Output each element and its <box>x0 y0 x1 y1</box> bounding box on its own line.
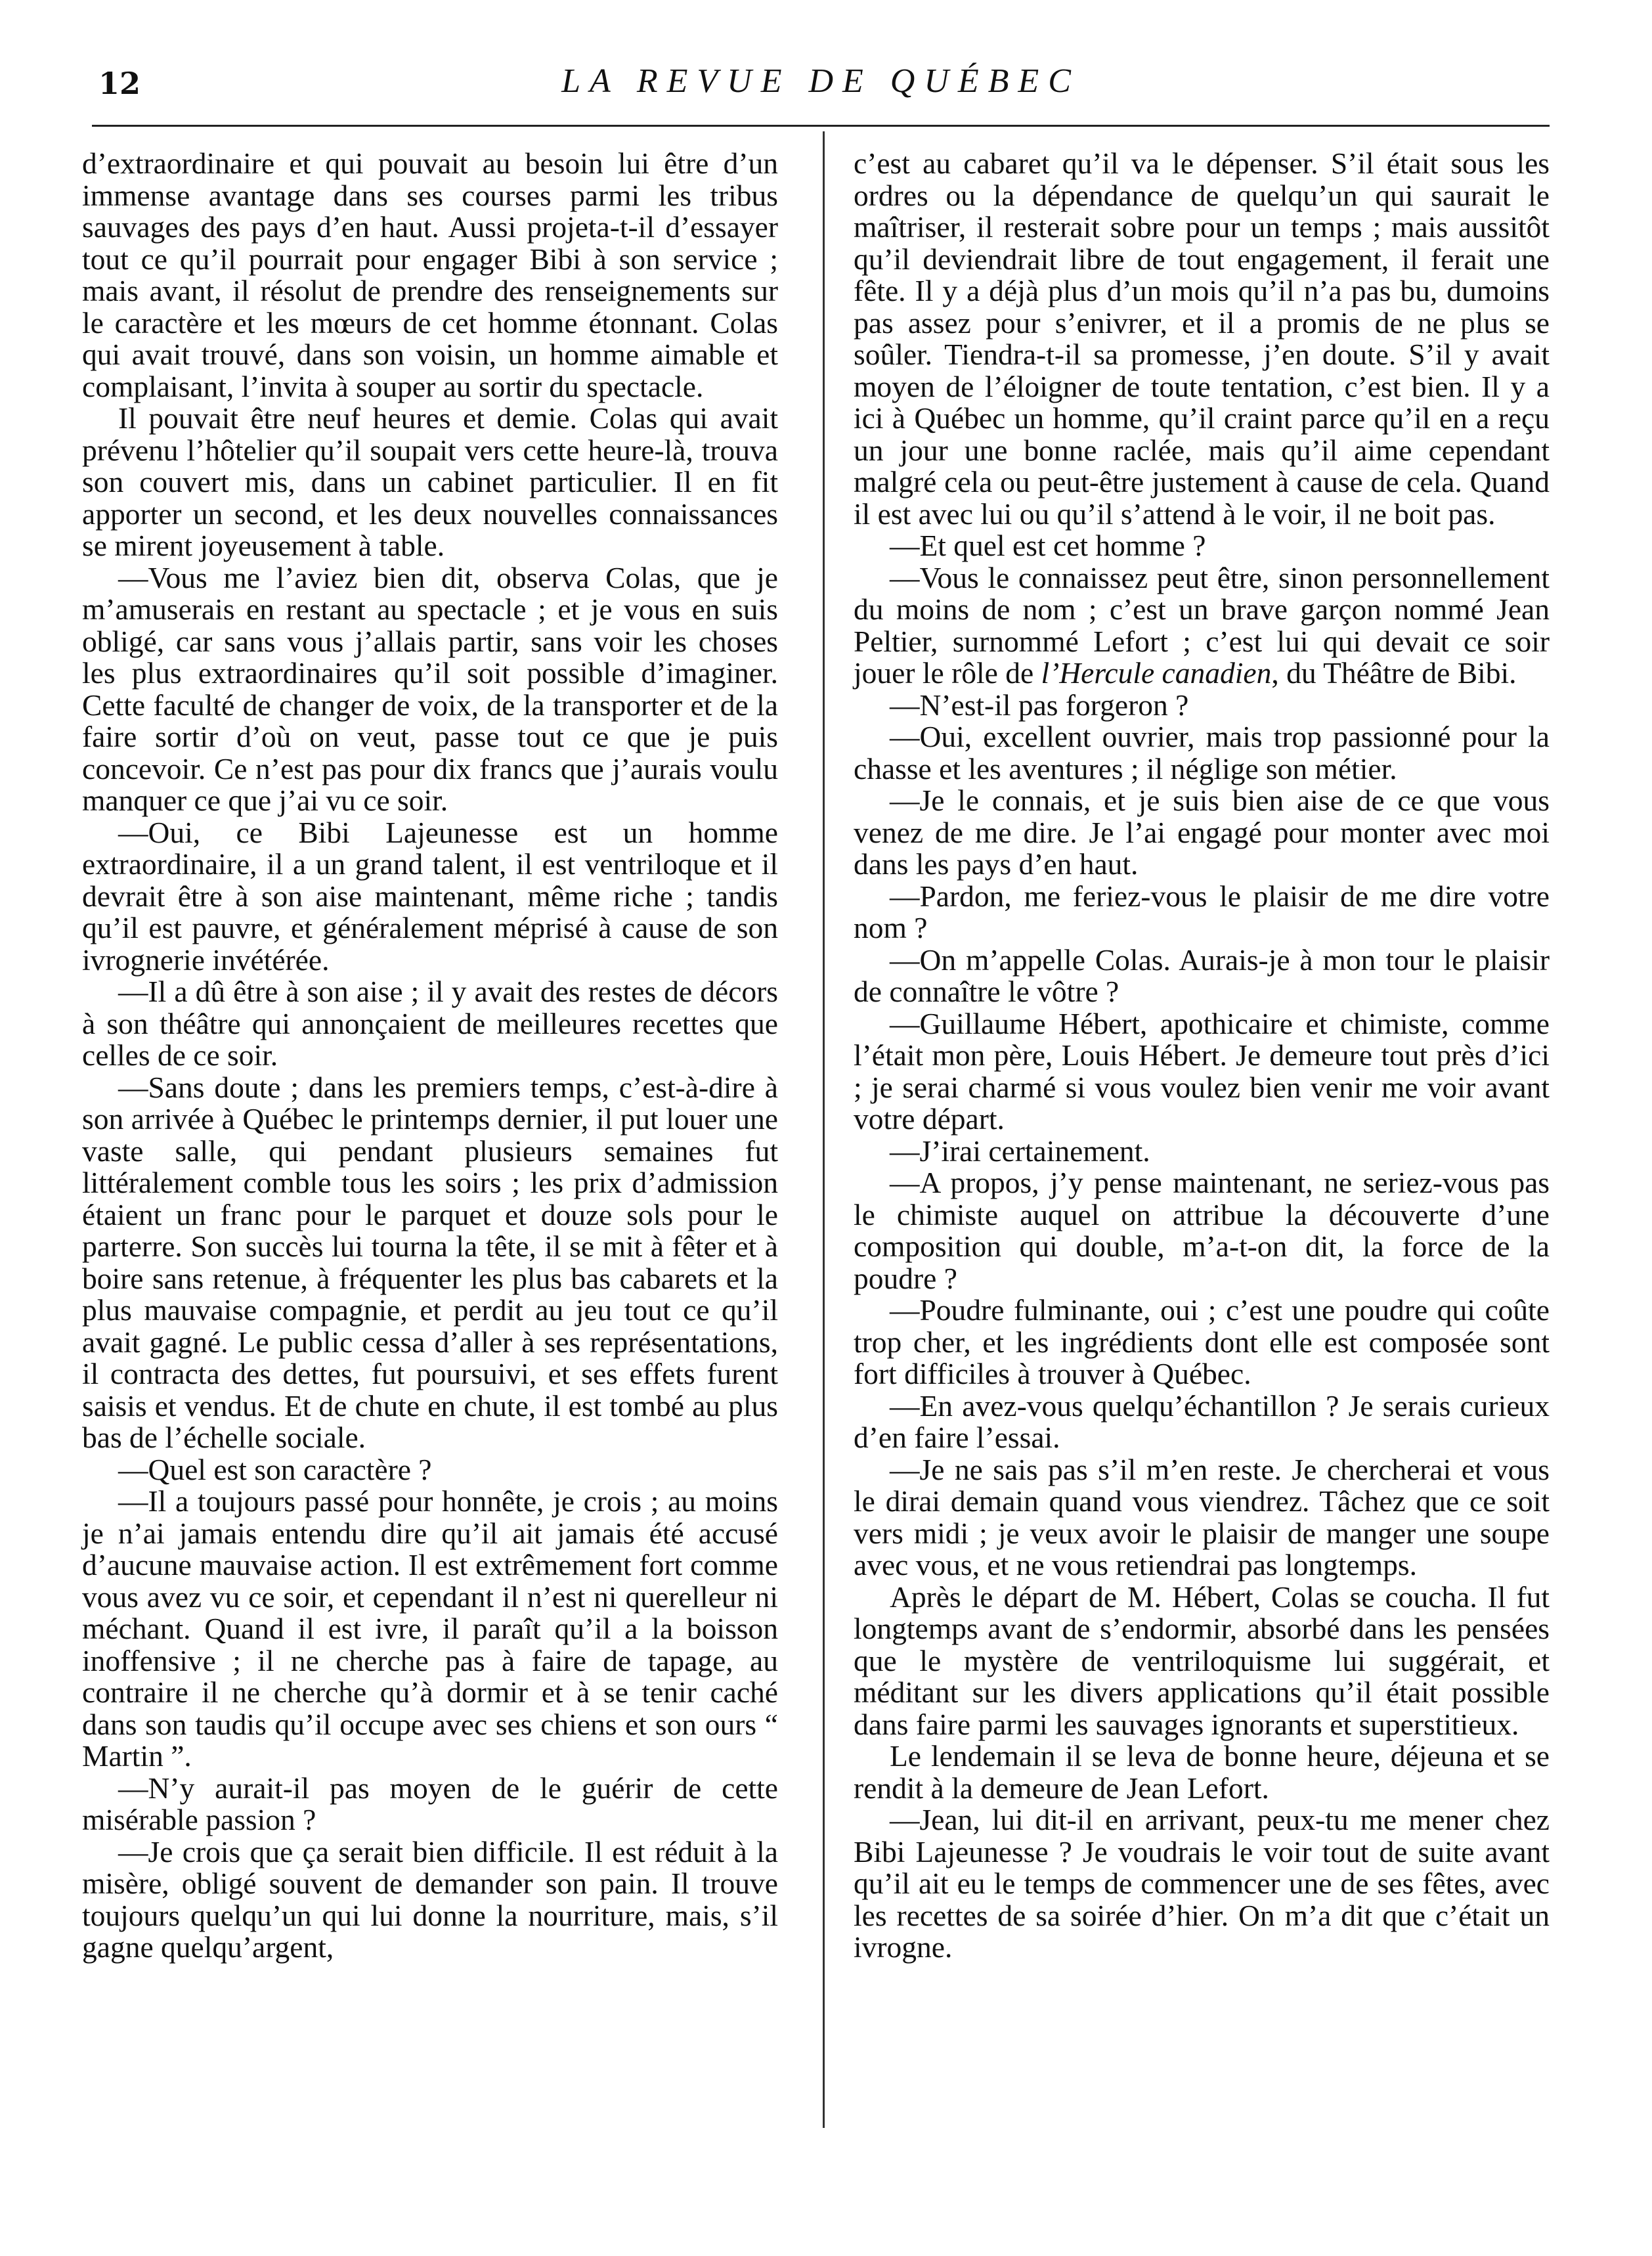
paragraph: d’extraordinaire et qui pouvait au besoin lui être d’un immense avantage dans ses courses parmi les tribus sauvages des pays d’en haut. Aussi projeta-t-il d’essayer tout ce qu’il pourrait pour engager Bibi à son service ; mais avant, il résolut de prendre des renseignements sur le caractère et les mœurs de cet homme étonnant. Colas qui avait trouvé, dans son voisin, un homme aimable et complaisant, l’invita à souper au sortir du spectacle. <box>82 146 778 403</box>
paragraph: —N’est-il pas forgeron ? <box>890 688 1189 722</box>
page-header <box>79 53 1563 112</box>
paragraph: —En avez-vous quelqu’échantillon ? Je serais curieux d’en faire l’essai. <box>854 1388 1550 1454</box>
left-column <box>82 148 778 1964</box>
paragraph: —Vous me l’aviez bien dit, observa Colas, que je m’amuserais en restant au spectacle ; et je vous en suis obligé, car sans vous j’allais partir, sans voir les choses les plus extraordinaires qu’il soit possible d’imaginer. Cette faculté de changer de voix, de la transporter et de la faire sortir d’où on veut, passe tout ce que je puis concevoir. Ce n’est pas pour dix francs que j’aurais voulu manquer ce que j’ai vu ce soir. <box>82 560 778 817</box>
paragraph: —On m’appelle Colas. Aurais-je à mon tour le plaisir de connaître le vôtre ? <box>854 942 1550 1008</box>
paragraph <box>854 562 1550 690</box>
paragraph: —Je le connais, et je suis bien aise de ce que vous venez de me dire. Je l’ai engagé pour monter avec moi dans les pays d’en haut. <box>854 784 1550 881</box>
paragraph: c’est au cabaret qu’il va le dépenser. S’il était sous les ordres ou la dépendance de quelqu’un qui saurait le maîtriser, il resterait sobre pour un temps ; mais aussitôt qu’il deviendrait libre de tout engagement, il ferait une fête. Il y a déjà plus d’un mois qu’il n’a pas bu, dumoins pas assez pour s’enivrer, et il a promis de ne plus se soûler. Tiendra-t-il sa promesse, j’en doute. S’il y avait moyen de l’éloigner de toute tentation, c’est bien. Il y a ici à Québec un homme, qu’il craint parce qu’il en a reçu un jour une bonne raclée, mais qu’il aime cependant malgré cela ou peut-être justement à cause de cela. Quand il est avec lui ou qu’il s’attend à le voir, il ne boit pas. <box>854 146 1550 531</box>
paragraph: —Oui, ce Bibi Lajeunesse est un homme extraordinaire, il a un grand talent, il est ventriloque et il devrait être à son aise maintenant, même riche ; tandis qu’il est pauvre, et généralement méprisé à cause de son ivrognerie invétérée. <box>82 815 778 977</box>
paragraph: Le lendemain il se leva de bonne heure, déjeuna et se rendit à la demeure de Jean Lefort. <box>854 1739 1550 1805</box>
column-divider <box>823 131 825 2128</box>
paragraph: Il pouvait être neuf heures et demie. Colas qui avait prévenu l’hôtelier qu’il soupait vers cette heure-là, trouva son couvert mis, dans un cabinet particulier. Il en fit apporter un second, et les deux nouvelles connaissances se mirent joyeusement à table. <box>82 401 778 562</box>
paragraph: —Quel est son caractère ? <box>118 1452 432 1486</box>
paragraph: —Je crois que ça serait bien difficile. Il est réduit à la misère, obligé souvent de demander son pain. Il trouve toujours quelqu’un qui lui donne la nourriture, mais, s’il gagne quelqu’argent, <box>82 1834 778 1964</box>
paragraph: —Pardon, me feriez-vous le plaisir de me dire votre nom ? <box>854 879 1550 944</box>
italic-title: l’Hercule canadien <box>1041 656 1272 690</box>
paragraph: —Sans doute ; dans les premiers temps, c’est-à-dire à son arrivée à Québec le printemps dernier, il put louer une vaste salle, qui pendant plusieurs semaines fut littéralement comble tous les soirs ; les prix d’admission étaient un franc pour le parquet et douze sols pour le parterre. Son succès lui tourna la tête, il se mit à fêter et à boire sans retenue, à fréquenter les plus bas cabarets et la plus mauvaise compagnie, et perdit au jeu tout ce qu’il avait gagné. Le public cessa d’aller à ses représentations, il contracta des dettes, fut poursuivi, et ses effets furent saisis et vendus. Et de chute en chute, il est tombé au plus bas de l’échelle sociale. <box>82 1070 778 1454</box>
paragraph-text: —Vous le connaissez peut être, sinon personnellement du moins de nom ; c’est un brave garçon nommé Jean Peltier, surnommé Lefort ; c’est lui qui devait ce soir jouer le rôle de <box>854 560 1550 690</box>
paragraph: —J’irai certainement. <box>890 1134 1150 1168</box>
right-column <box>854 148 1550 1964</box>
header-rule <box>92 125 1550 127</box>
paragraph: —Il a dû être à son aise ; il y avait des restes de décors à son théâtre qui annonçaient de meilleures recettes que celles de ce soir. <box>82 975 778 1072</box>
page-number: 12 <box>98 66 141 101</box>
paragraph: —Et quel est cet homme ? <box>890 529 1206 562</box>
paragraph: —Il a toujours passé pour honnête, je crois ; au moins je n’ai jamais entendu dire qu’il ait jamais été accusé d’aucune mauvaise action. Il est extrêmement fort comme vous avez vu ce soir, et cependant il n’est ni querelleur ni méchant. Quand il est ivre, il paraît qu’il a la boisson inoffensive ; il ne cherche pas à faire de tapage, au contraire il ne cherche qu’à dormir et à se tenir caché dans son taudis qu’il occupe avec ses chiens et son ours “ Martin ”. <box>82 1484 778 1773</box>
paragraph: —A propos, j’y pense maintenant, ne seriez-vous pas le chimiste auquel on attribue la découverte d’une composition qui double, m’a-t-on dit, la force de la poudre ? <box>854 1166 1550 1295</box>
paragraph: —N’y aurait-il pas moyen de le guérir de cette misérable passion ? <box>82 1771 778 1836</box>
paragraph: —Guillaume Hébert, apothicaire et chimiste, comme l’était mon père, Louis Hébert. Je demeure tout près d’ici ; je serai charmé si vous voulez bien venir me voir avant votre départ. <box>854 1006 1550 1136</box>
paragraph: —Oui, excellent ouvrier, mais trop passionné pour la chasse et les aventures ; il néglige son métier. <box>854 720 1550 785</box>
paragraph: Après le départ de M. Hébert, Colas se coucha. Il fut longtemps avant de s’endormir, absorbé dans les pensées que le mystère de ventriloquisme lui suggérait, et méditant sur les divers applications qu’il était possible dans faire parmi les sauvages ignorants et superstitieux. <box>854 1580 1550 1741</box>
running-title: LA REVUE DE QUÉBEC <box>561 62 1080 100</box>
paragraph: —Poudre fulminante, oui ; c’est une poudre qui coûte trop cher, et les ingrédients dont elle est composée sont fort difficiles à trouver à Québec. <box>854 1293 1550 1390</box>
paragraph-text: , du Théâtre de Bibi. <box>1271 656 1517 690</box>
paragraph: —Je ne sais pas s’il m’en reste. Je chercherai et vous le dirai demain quand vous viendrez. Tâchez que ce soit vers midi ; je veux avoir le plaisir de manger une soupe avec vous, et ne vous retiendrai pas longtemps. <box>854 1452 1550 1581</box>
paragraph: —Jean, lui dit-il en arrivant, peux-tu me mener chez Bibi Lajeunesse ? Je voudrais le voir tout de suite avant qu’il ait eu le temps de commencer une de ses fêtes, avec les recettes de sa soirée d’hier. On m’a dit que c’était un ivrogne. <box>854 1803 1550 1964</box>
